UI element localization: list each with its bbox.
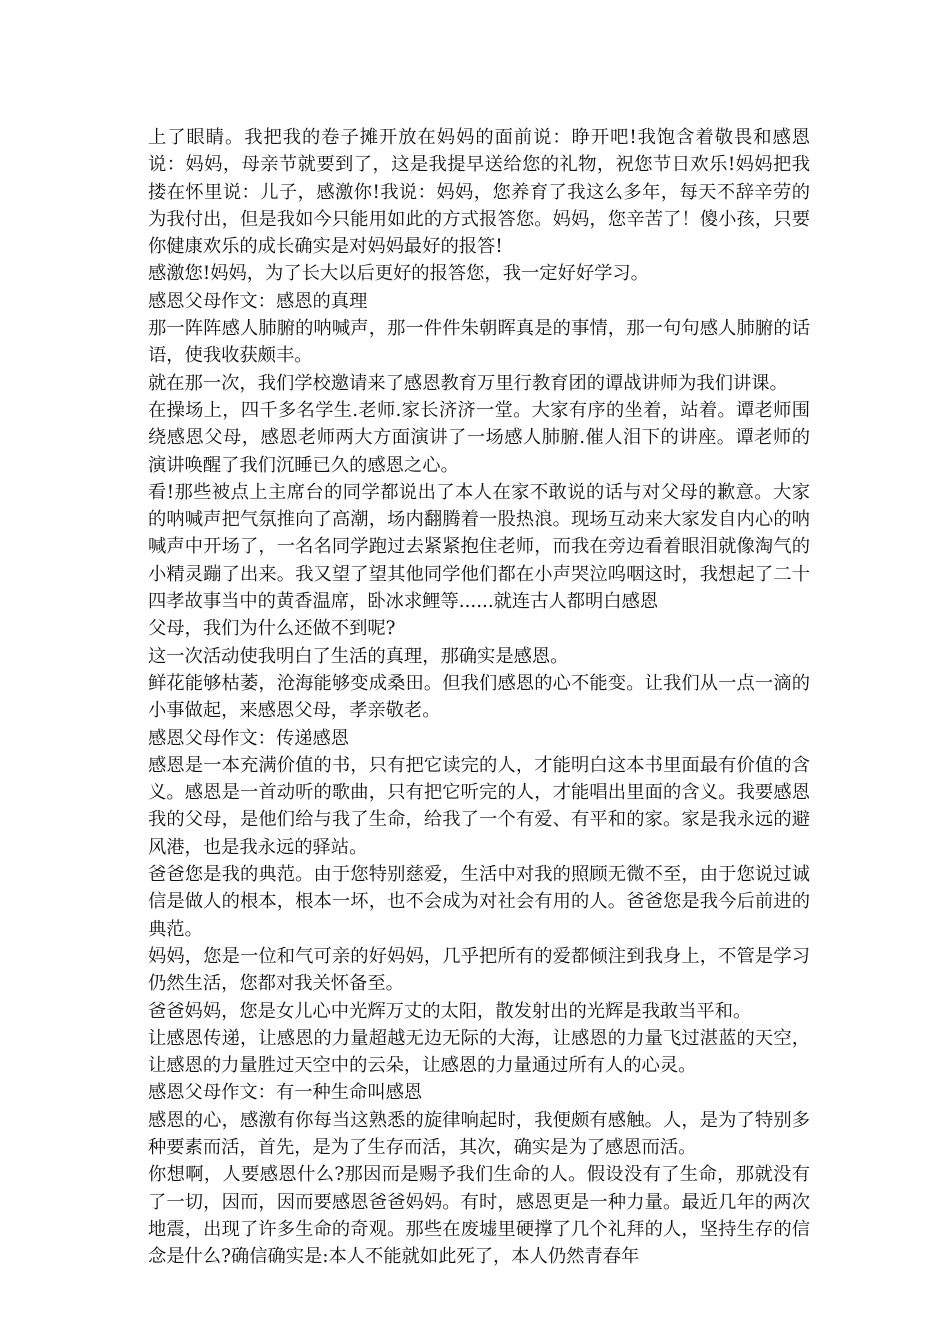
section-heading: 感恩父母作文：有一种生命叫感恩 xyxy=(148,1082,423,1104)
paragraph: 让感恩传递，让感恩的力量超越无边无际的大海，让感恩的力量飞过湛蓝的天空，让感恩的力量胜过天空中的云朵，让感恩的力量通过所有人的心灵。 xyxy=(148,1027,810,1077)
paragraph: 看!那些被点上主席台的同学都说出了本人在家不敢说的话与对父母的歉意。大家的呐喊声把气氛推向了高潮，场内翻腾着一股热浪。现场互动来大家发自内心的呐喊声中开场了，一名名同学跑过去紧紧抱住老师，而我在旁边看着眼泪就像淘气的小精灵蹦了出来。我又望了望其他同学他们都在小声哭泣呜咽这时，我想起了二十四孝故事当中的黄香温席，卧冰求鲤等......就连古人都明白感恩 xyxy=(148,481,810,613)
paragraph: 你想啊，人要感恩什么?那因而是赐予我们生命的人。假设没有了生命，那就没有了一切，因而，因而要感恩爸爸妈妈。有时，感恩更是一种力量。最近几年的两次地震，出现了许多生命的奇观。那些在废墟里硬撑了几个礼拜的人，坚持生存的信念是什么?确信确实是:本人不能就如此死了，本人仍然青春年 xyxy=(148,1164,810,1268)
paragraph: 父母，我们为什么还做不到呢? xyxy=(148,618,396,640)
section-heading: 感恩父母作文：传递感恩 xyxy=(148,727,350,749)
paragraph: 上了眼睛。我把我的卷子摊开放在妈妈的面前说：睁开吧!我饱含着敬畏和感恩说：妈妈，母亲节就要到了，这是我提早送给您的礼物，祝您节日欢乐!妈妈把我搂在怀里说：儿子，感激你!我说：妈妈，您养育了我这么多年，每天不辞辛劳的为我付出，但是我如今只能用如此的方式报答您。妈妈，您辛苦了！傻小孩，只要你健康欢乐的成长确实是对妈妈最好的报答! xyxy=(148,127,810,258)
paragraph: 感激您!妈妈，为了长大以后更好的报答您，我一定好好学习。 xyxy=(148,263,649,285)
document-body xyxy=(148,124,810,1270)
paragraph: 鲜花能够枯萎，沧海能够变成桑田。但我们感恩的心不能变。让我们从一点一滴的小事做起，来感恩父母，孝亲敬老。 xyxy=(148,672,810,722)
paragraph: 就在那一次，我们学校邀请来了感恩教育万里行教育团的谭战讲师为我们讲课。 xyxy=(148,372,788,394)
paragraph: 感恩的心，感激有你每当这熟悉的旋律响起时，我便颇有感触。人，是为了特别多种要素而活，首先，是为了生存而活，其次，确实是为了感恩而活。 xyxy=(148,1109,810,1158)
paragraph: 妈妈，您是一位和气可亲的好妈妈，几乎把所有的爱都倾注到我身上，不管是学习仍然生活，您都对我关怀备至。 xyxy=(148,945,810,995)
paragraph: 那一阵阵感人肺腑的呐喊声，那一件件朱朝晖真是的事情，那一句句感人肺腑的话语，使我收获颇丰。 xyxy=(148,318,810,367)
paragraph: 在操场上，四千多名学生.老师.家长济济一堂。大家有序的坐着，站着。谭老师围绕感恩父母，感恩老师两大方面演讲了一场感人肺腑.催人泪下的讲座。谭老师的演讲唤醒了我们沉睡已久的感恩之心。 xyxy=(148,399,810,476)
paragraph: 这一次活动使我明白了生活的真理，那确实是感恩。 xyxy=(148,645,569,667)
paragraph: 爸爸妈妈，您是女儿心中光辉万丈的太阳，散发射出的光辉是我敢当平和。 xyxy=(148,1000,752,1022)
paragraph: 感恩是一本充满价值的书，只有把它读完的人，才能明白这本书里面最有价值的含义。感恩是一首动听的歌曲，只有把它听完的人，才能唱出里面的含义。我要感恩我的父母，是他们给与我了生命，给我了一个有爱、有平和的家。家是我永远的避风港，也是我永远的驿站。 xyxy=(148,754,810,858)
section-heading: 感恩父母作文：感恩的真理 xyxy=(148,290,368,312)
paragraph: 爸爸您是我的典范。由于您特别慈爱，生活中对我的照顾无微不至，由于您说过诚信是做人的根本，根本一坏，也不会成为对社会有用的人。爸爸您是我今后前进的典范。 xyxy=(148,864,810,940)
